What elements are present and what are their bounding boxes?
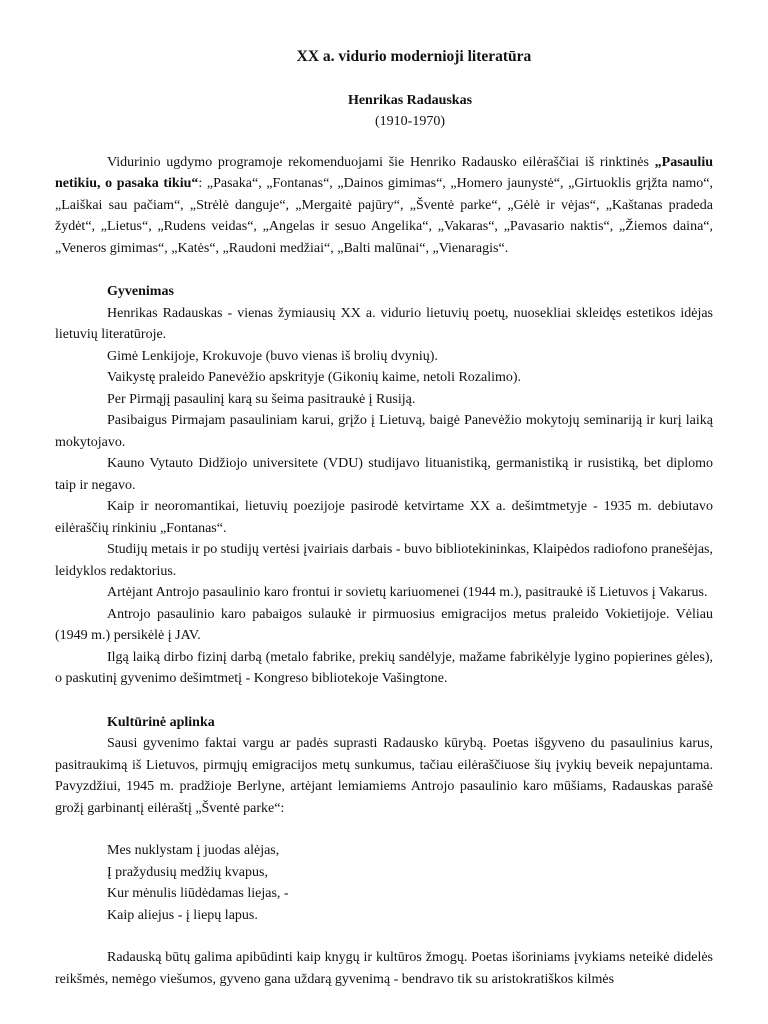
culture-paragraph: Sausi gyvenimo faktai vargu ar padės suprasti Radausko kūrybą. Poetas išgyveno du pasaulinius karus, pasitraukimą iš Lietuvos, pirmųjų emigracijos metų sunkumus, tačiau eilėraščiuose šių įvykių beveik nepajuntama. Pavyzdžiui, 1945 m. pradžioje Berlyne, artėjant lemiamiems Antrojo pasaulinio karo mūšiams, Radauskas parašė grožį garbinantį eilėraštį „Šventė parke“: [55, 736, 713, 816]
life-paragraph: Per Pirmąjį pasaulinį karą su šeima pasitraukė į Rusiją. [107, 391, 416, 407]
spacer [55, 926, 713, 947]
spacer [55, 819, 713, 840]
poem-quote [55, 840, 713, 926]
collection-title: „Pasauliu netikiu, o pasaka tikiu“ [55, 154, 713, 191]
life-paragraph: Pasibaigus Pirmajam pasauliniam karui, grįžo į Lietuvą, baigė Panevėžio mokytojų seminariją ir kurį laiką mokytojavo. [55, 413, 713, 450]
intro-poem-list: : „Pasaka“, „Fontanas“, „Dainos gimimas“, „Homero jaunystė“, „Girtuoklis grįžta namo“, „Laiškai sau pačiam“, „Strėlė danguje“, „Mergaitė pajūry“, „Šventė parke“, „Gėlė ir vėjas“, „Kaštanas pradeda žydėt“, „Lietus“, „Rudens veidas“, „Angelas ir sesuo Angelika“, „Vakaras“, „Pavasario naktis“, „Žiemos daina“, „Veneros gimimas“, „Katės“, „Raudoni medžiai“, „Balti malūnai“, „Vienaragis“. [55, 176, 713, 256]
life-paragraph: Antrojo pasaulinio karo pabaigos sulaukė ir pirmuosius emigracijos metus praleido Vokietijoje. Vėliau (1949 m.) persikėlė į JAV. [55, 606, 713, 643]
page-title: XX a. vidurio modernioji literatūra [296, 48, 532, 65]
spacer [55, 259, 713, 280]
life-paragraph: Studijų metais ir po studijų vertėsi įvairiais darbais - buvo bibliotekininkas, Klaipėdos radiofono pranešėjas, leidyklos redaktorius. [55, 542, 713, 579]
life-paragraph: Henrikas Radauskas - vienas žymiausių XX a. vidurio lietuvių poetų, nuosekliai skleidęs estetikos idėjas lietuvių literatūroje. [55, 305, 713, 342]
poem-line: Kaip aliejus - į liepų lapus. [107, 907, 258, 923]
spacer [55, 690, 713, 711]
life-paragraph: Gimė Lenkijoje, Krokuvoje (buvo vienas iš brolių dvynių). [107, 348, 438, 364]
life-paragraph: Vaikystę praleido Panevėžio apskrityje (Gikonių kaime, netoli Rozalimo). [107, 370, 522, 385]
life-paragraph: Artėjant Antrojo pasaulinio karo frontui ir sovietų kariuomenei (1944 m.), pasitraukė iš Lietuvos į Vakarus. [107, 585, 708, 600]
closing-paragraph: Radauską būtų galima apibūdinti kaip knygų ir kultūros žmogų. Poetas išoriniams įvykiams neteikė didelės reikšmės, nemėgo viešumos, gyveno gana uždarą gyvenimą - bendravo tik su aristokratiškos kilmės [55, 950, 713, 987]
intro-lead: Vidurinio ugdymo programoje rekomenduojami šie Henriko Radausko eilėraščiai iš rinktinės [107, 154, 655, 170]
author-name: Henrikas Radauskas [347, 92, 473, 108]
life-paragraph: Kaip ir neoromantikai, lietuvių poezijoje pasirodė ketvirtame XX a. dešimtmetyje - 1935 m. debiutavo eilėraščių rinkiniu „Fontanas“. [55, 499, 713, 536]
poem-line: Mes nuklystam į juodas alėjas, [107, 843, 280, 858]
life-paragraph: Kauno Vytauto Didžiojo universitete (VDU) studijavo lituanistiką, germanistiką ir rusistiką, bet diplomo taip ir negavo. [55, 456, 713, 493]
section-heading-life: Gyvenimas [107, 284, 174, 299]
poem-line: Į pražydusių medžių kvapus, [107, 864, 268, 880]
intro-paragraph [55, 152, 713, 260]
life-paragraph: Ilgą laiką dirbo fizinį darbą (metalo fabrike, prekių sandėlyje, mažame fabrikėlyje lygino popierines gėles), o paskutinį gyvenimo dešimtmetį - Kongreso bibliotekoje Vašingtone. [55, 649, 713, 686]
author-years: (1910-1970) [375, 114, 445, 129]
poem-line: Kur mėnulis liūdėdamas liejas, - [107, 886, 289, 901]
section-heading-culture: Kultūrinė aplinka [107, 714, 215, 730]
